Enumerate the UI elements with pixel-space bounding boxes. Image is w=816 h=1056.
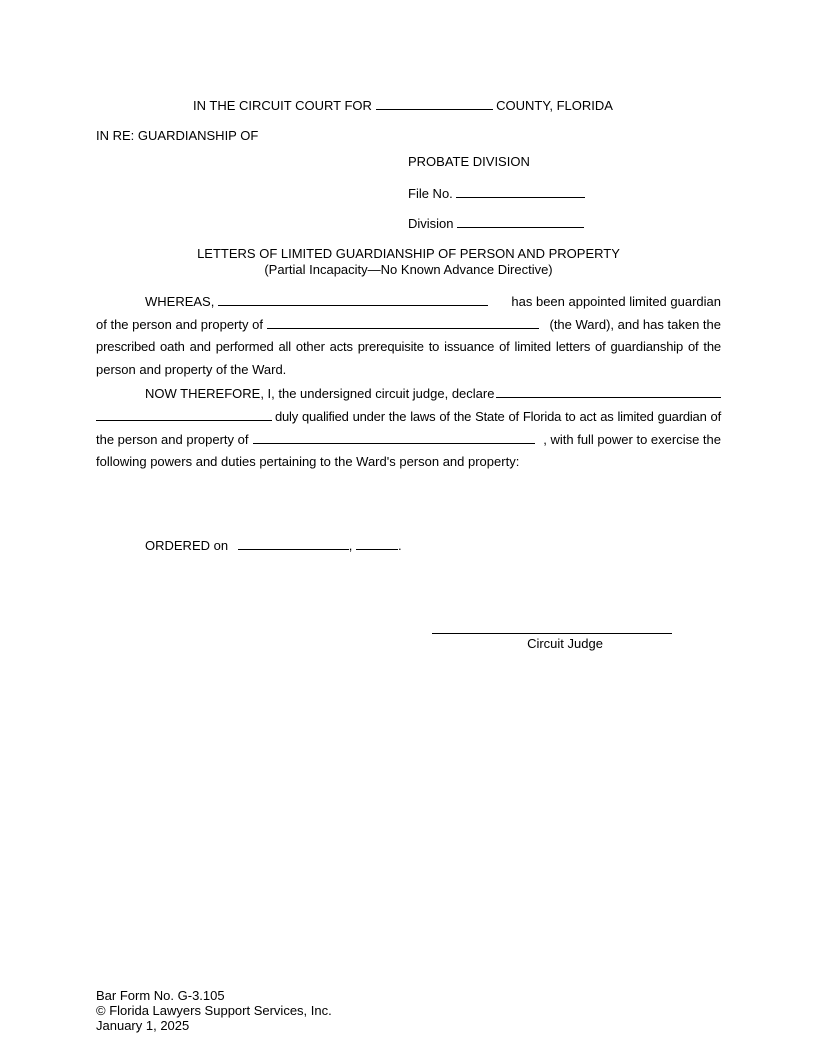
signature-label: Circuit Judge <box>527 636 603 651</box>
whereas-line-3: prescribed oath and performed all other acts prerequisite to issuance of limited letters of guardianship of the <box>96 339 721 354</box>
now-therefore-line-1: NOW THEREFORE, I, the undersigned circuit judge, declare <box>145 385 721 402</box>
probate-division-heading: PROBATE DIVISION <box>408 154 530 169</box>
footer-copyright: © Florida Lawyers Support Services, Inc. <box>96 1003 332 1018</box>
guardian-name-blank[interactable] <box>218 293 488 306</box>
division-line: Division <box>408 215 584 232</box>
order-year-blank[interactable] <box>356 537 398 550</box>
declared-guardian-blank-1[interactable] <box>496 385 721 398</box>
document-title: LETTERS OF LIMITED GUARDIANSHIP OF PERSON AND PROPERTY <box>197 246 620 261</box>
division-blank[interactable] <box>457 215 584 228</box>
now-therefore-line-4: following powers and duties pertaining to the Ward's person and property: <box>96 454 520 469</box>
order-date-blank[interactable] <box>238 537 349 550</box>
whereas-line-1: WHEREAS, has been appointed limited guardian <box>145 294 721 309</box>
ward-name-blank-2[interactable] <box>253 431 535 444</box>
county-blank[interactable] <box>376 97 493 110</box>
whereas-line-2: of the person and property of (the Ward), and has taken the <box>96 317 721 332</box>
whereas-line-4: person and property of the Ward. <box>96 362 287 377</box>
ordered-on-line: ORDERED on , . <box>145 538 402 553</box>
footer-date: January 1, 2025 <box>96 1018 190 1033</box>
file-no-line: File No. <box>408 185 585 202</box>
ward-name-blank[interactable] <box>267 316 539 329</box>
in-re-line: IN RE: GUARDIANSHIP OF <box>96 128 259 143</box>
footer-form-number: Bar Form No. G-3.105 <box>96 988 225 1003</box>
now-therefore-line-3: the person and property of , with full power to exercise the <box>96 432 721 447</box>
file-no-blank[interactable] <box>456 185 585 198</box>
now-therefore-line-2: duly qualified under the laws of the State of Florida to act as limited guardian of <box>96 408 721 425</box>
court-heading: IN THE CIRCUIT COURT FOR COUNTY, FLORIDA <box>193 98 613 113</box>
declared-guardian-blank-2[interactable] <box>96 408 272 421</box>
document-subtitle: (Partial Incapacity—No Known Advance Directive) <box>264 262 553 277</box>
signature-line[interactable] <box>432 633 672 634</box>
